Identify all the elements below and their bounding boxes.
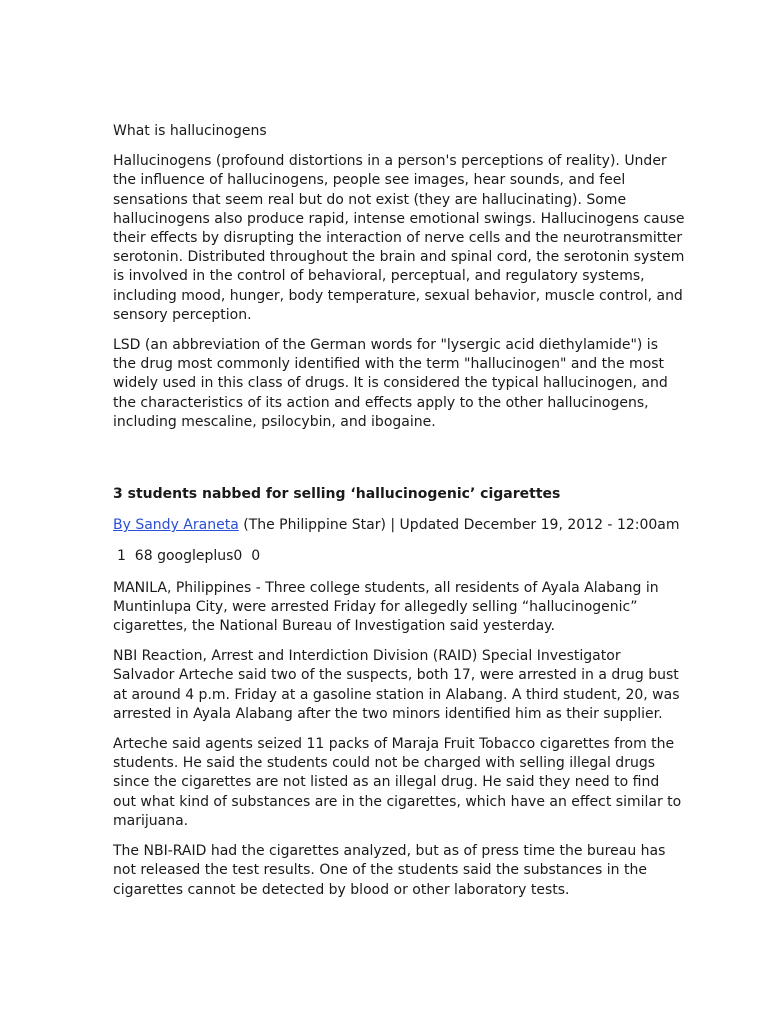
intro-paragraph: LSD (an abbreviation of the German words for "lysergic acid diethylamide") is the drug most commonly identified with the term "hallucinogen" and the most widely used in this class of drugs. It is considered the typical hallucinogen, and the characteristics of its action and effects apply to the other hallucinogens, including mescaline, psilocybin, and ibogaine. <box>113 337 668 430</box>
article-title: 3 students nabbed for selling ‘hallucinogenic’ cigarettes <box>113 486 561 503</box>
article-paragraph: Arteche said agents seized 11 packs of Maraja Fruit Tobacco cigarettes from the students. He said the students could not be charged with selling illegal drugs since the cigarettes are not listed as an illegal drug. He said they need to find out what kind of substances are in the cigarettes, which have an effect similar to marijuana. <box>113 736 682 829</box>
intro-paragraph: Hallucinogens (profound distortions in a person's perceptions of reality). Under the influence of hallucinogens, people see images, hear sounds, and feel sensations that seem real but do not exist (they are hallucinating). Some hallucinogens also produce rapid, intense emotional swings. Hallucinogens cause their effects by disrupting the interaction of nerve cells and the neurotransmitter serotonin. Distributed throughout the brain and spinal cord, the serotonin system is involved in the control of behavioral, perceptual, and regulatory systems, including mood, hunger, body temperature, sexual behavior, muscle control, and sensory perception. <box>113 153 685 323</box>
author-link[interactable]: By Sandy Araneta <box>113 517 239 534</box>
intro-heading: What is hallucinogens <box>113 123 267 139</box>
document-body <box>113 122 685 911</box>
section-spacer <box>113 443 685 485</box>
article-paragraph: The NBI-RAID had the cigarettes analyzed, but as of press time the bureau has not released the test results. One of the students said the substances in the cigarettes cannot be detected by blood or other laboratory tests. <box>113 843 666 898</box>
article-paragraph: MANILA, Philippines - Three college students, all residents of Ayala Alabang in Muntinlupa City, were arrested Friday for allegedly selling “hallucinogenic” cigarettes, the National Bureau of Investigation said yesterday. <box>113 579 659 635</box>
article-paragraph: NBI Reaction, Arrest and Interdiction Division (RAID) Special Investigator Salvador Arteche said two of the suspects, both 17, were arrested in a drug bust at around 4 p.m. Friday at a gasoline station in Alabang. A third student, 20, was arrested in Ayala Alabang after the two minors identified him as their supplier. <box>113 648 680 722</box>
byline-source-date: (The Philippine Star) | Updated December 19, 2012 - 12:00am <box>238 517 680 534</box>
share-counts: 1 68 googleplus0 0 <box>117 548 261 565</box>
article-byline <box>113 516 685 535</box>
